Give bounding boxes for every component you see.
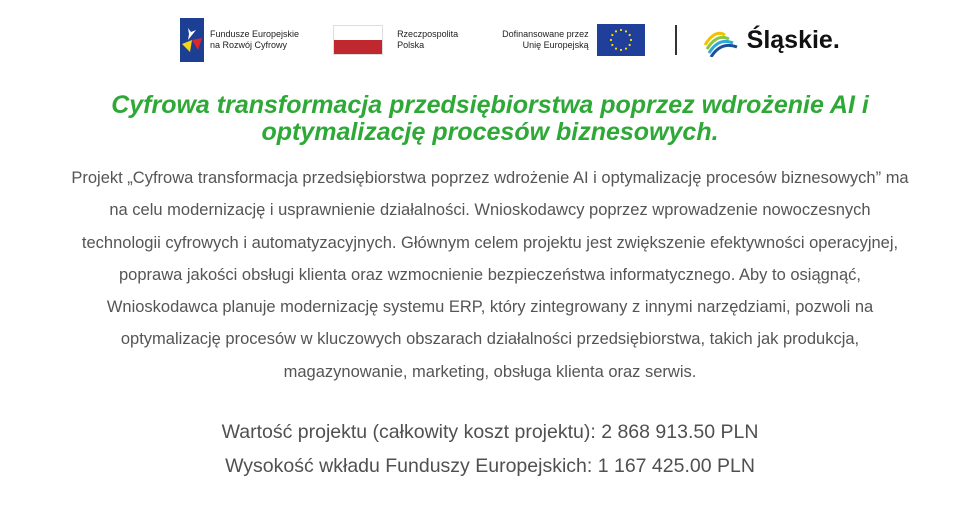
eu-star [620,49,622,51]
eu-star [630,39,632,41]
page-title [0,92,980,146]
eu-line1: Dofinansowane przez [502,29,589,39]
funding-logos-bar [180,18,840,62]
pl-logo [333,25,458,55]
eu-star [628,34,630,36]
fe-line1: Fundusze Europejskie [210,29,300,39]
slaskie-wordmark: Śląskie. [746,25,840,54]
eu-star [628,44,630,46]
slaskie-waves-icon [701,23,739,57]
eu-star [625,30,627,32]
eu-star [610,39,612,41]
divider [675,25,677,55]
description-line: technologii cyfrowych i automatyzacyjnych. Głównym celem projektu jest zwiększenie efektywności operacyjnej, [81,233,899,252]
eu-line2: Unię Europejską [522,40,589,50]
description-line: poprawa jakości obsługi klienta oraz wzmocnienie bezpieczeństwa informatycznego. Aby to osiągnąć, [119,265,861,284]
fe-flag-icon [180,18,204,62]
fe-logo [180,18,299,62]
description-line: na celu modernizację i usprawnienie działalności. Wnioskodawcy poprzez wprowadzenie nowoczesnych [109,201,871,220]
description-line: magazynowanie, marketing, obsługa klienta oraz serwis. [283,362,697,381]
pl-line2: Polska [397,40,425,50]
project-description [0,162,980,388]
eu-star [620,29,622,31]
slaskie-logo [701,23,840,57]
description-line: Projekt „Cyfrowa transformacja przedsiębiorstwa poprzez wdrożenie AI i optymalizację procesów biznesowych” ma [71,169,909,187]
eu-logo [502,24,645,56]
eu-star [625,48,627,50]
eu-star [615,48,617,50]
pl-line1: Rzeczpospolita [397,29,459,39]
description-line: optymalizację procesów w kluczowych obszarach działalności przedsiębiorstwa, takich jak produkcja, [120,330,860,349]
title-line: optymalizację procesów biznesowych. [261,118,719,146]
eu-star [615,30,617,32]
eu-flag-icon [597,24,645,56]
project-values [0,415,980,483]
polish-flag-icon [333,25,383,55]
eu-star [611,34,613,36]
description-line: Wnioskodawca planuje modernizację systemu ERP, który zintegrowany z innymi narzędziami, pozwoli na [106,298,874,317]
project-total-value: Wartość projektu (całkowity koszt projektu): 2 868 913.50 PLN [221,421,759,443]
fe-line2: na Rozwój Cyfrowy [210,40,288,50]
eu-contribution-value: Wysokość wkładu Funduszy Europejskich: 1 167 425.00 PLN [225,455,755,477]
title-line: Cyfrowa transformacja przedsiębiorstwa poprzez wdrożenie AI i [111,91,869,119]
eu-star [611,44,613,46]
